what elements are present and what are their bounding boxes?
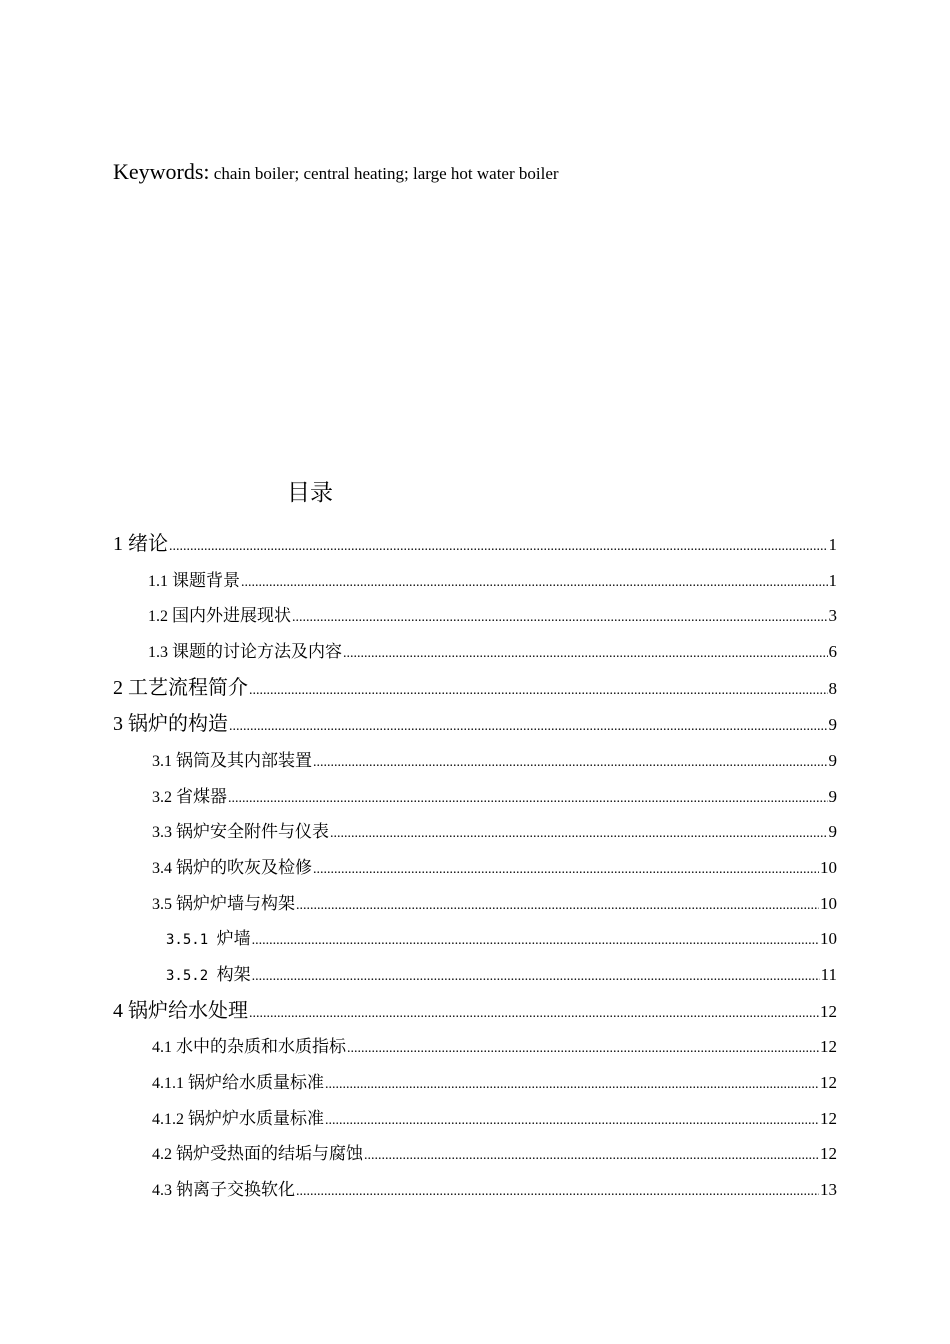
dot-leader	[252, 969, 820, 985]
toc-entry[interactable]	[148, 601, 837, 626]
toc-entry-title: 水中的杂质和水质指标	[176, 1037, 346, 1057]
toc-entry-number: 1.2	[148, 608, 172, 625]
dot-leader	[249, 683, 828, 699]
toc-entry-number: 3	[113, 713, 128, 735]
toc-entry-page: 1	[828, 571, 837, 590]
dot-leader	[313, 755, 828, 771]
toc-entry[interactable]	[152, 853, 837, 878]
toc-entry-title: 锅炉给水质量标准	[188, 1073, 324, 1093]
toc-entry-number: 3.2	[152, 789, 176, 806]
toc-entry-number: 1	[113, 533, 128, 555]
toc-entry-page: 10	[820, 858, 837, 877]
toc-entry-title: 课题背景	[172, 571, 240, 591]
dot-leader	[343, 646, 828, 662]
toc-entry-page: 8	[828, 679, 837, 698]
toc-entry-title: 锅炉受热面的结垢与腐蚀	[176, 1144, 363, 1164]
dot-leader	[325, 1113, 819, 1129]
toc-entry[interactable]	[152, 1175, 837, 1200]
keywords-line	[113, 159, 559, 185]
toc-title: 目录	[287, 480, 333, 506]
toc-entry-page: 9	[828, 822, 837, 841]
toc-entry-page: 12	[820, 1144, 837, 1163]
toc-entry[interactable]	[113, 527, 837, 556]
toc-entry[interactable]	[166, 924, 837, 949]
toc-entry[interactable]	[152, 1104, 837, 1129]
toc-entry-page: 3	[828, 606, 837, 625]
toc-entry-page: 10	[820, 929, 837, 948]
dot-leader	[229, 719, 828, 735]
dot-leader	[292, 610, 828, 626]
toc-entry-title: 构架	[216, 965, 251, 985]
toc-entry-number: 4.2	[152, 1146, 176, 1163]
toc-entry-page: 12	[820, 1109, 837, 1128]
dot-leader	[313, 862, 819, 878]
toc-entry[interactable]	[166, 960, 837, 985]
toc-entry[interactable]	[152, 782, 837, 807]
toc-entry-page: 9	[828, 751, 837, 770]
toc-entry-page: 9	[828, 787, 837, 806]
keywords-label: Keywords:	[113, 159, 210, 184]
toc-entry[interactable]	[152, 1068, 837, 1093]
toc-entry[interactable]	[148, 566, 837, 591]
toc-entry-page: 6	[828, 642, 837, 661]
toc-entry-page: 11	[820, 965, 837, 984]
dot-leader	[228, 791, 828, 807]
keywords-text: chain boiler; central heating; large hot water boiler	[209, 164, 559, 183]
toc-entry-number: 3.3	[152, 824, 176, 841]
toc-entry[interactable]	[152, 817, 837, 842]
toc-entry-page: 12	[820, 1073, 837, 1092]
dot-leader	[325, 1077, 819, 1093]
toc-entry-page: 10	[820, 894, 837, 913]
dot-leader	[347, 1041, 819, 1057]
toc-entry-number: 1.3	[148, 644, 172, 661]
toc-entry-title: 国内外进展现状	[172, 606, 291, 626]
toc-entry-title: 锅炉的吹灰及检修	[176, 858, 312, 878]
toc-entry-number: 3.5.1	[166, 932, 217, 948]
toc-entry-number: 1.1	[148, 573, 172, 590]
toc-entry[interactable]	[152, 746, 837, 771]
toc-entry-title: 锅炉炉水质量标准	[188, 1109, 324, 1129]
dot-leader	[296, 898, 819, 914]
toc-entry-number: 4.3	[152, 1182, 176, 1199]
toc-entry-title: 工艺流程简介	[128, 675, 248, 699]
toc-entry-title: 钠离子交换软化	[176, 1180, 295, 1200]
dot-leader	[249, 1006, 819, 1022]
dot-leader	[296, 1184, 819, 1200]
toc-entry-title: 锅炉的构造	[128, 711, 228, 735]
toc-entry[interactable]	[152, 1032, 837, 1057]
toc-entry-title: 炉墙	[216, 929, 251, 949]
dot-leader	[169, 539, 828, 555]
toc-entry-title: 锅炉炉墙与构架	[176, 894, 295, 914]
toc-entry-number: 4	[113, 1000, 128, 1022]
toc-entry-page: 9	[828, 715, 837, 734]
toc-entry-title: 锅炉给水处理	[128, 998, 248, 1022]
toc-entry-title: 绪论	[128, 531, 168, 555]
toc-entry-number: 4.1.2	[152, 1111, 188, 1128]
toc-entry[interactable]	[113, 994, 837, 1023]
toc-entry-title: 课题的讨论方法及内容	[172, 642, 342, 662]
toc-entry-number: 3.1	[152, 753, 176, 770]
toc-entry-title: 锅筒及其内部装置	[176, 751, 312, 771]
dot-leader	[330, 826, 828, 842]
toc-entry[interactable]	[152, 889, 837, 914]
toc-entry[interactable]	[152, 1139, 837, 1164]
toc-entry-number: 3.5.2	[166, 968, 217, 984]
toc-entry-page: 1	[828, 535, 837, 554]
toc-entry-number: 4.1	[152, 1039, 176, 1056]
toc-entry-number: 4.1.1	[152, 1075, 188, 1092]
dot-leader	[364, 1148, 819, 1164]
toc-entry[interactable]	[113, 671, 837, 700]
toc-entry[interactable]	[148, 637, 837, 662]
toc-entry-page: 12	[820, 1037, 837, 1056]
toc-entry-title: 省煤器	[176, 787, 227, 807]
toc-entry-number: 3.4	[152, 860, 176, 877]
toc-entry-page: 12	[820, 1002, 837, 1021]
dot-leader	[252, 933, 819, 949]
toc-entry-title: 锅炉安全附件与仪表	[176, 822, 329, 842]
toc-entry-page: 13	[820, 1180, 837, 1199]
toc-entry-number: 3.5	[152, 896, 176, 913]
dot-leader	[241, 575, 828, 591]
toc-entry-number: 2	[113, 677, 128, 699]
toc-entry[interactable]	[113, 707, 837, 736]
